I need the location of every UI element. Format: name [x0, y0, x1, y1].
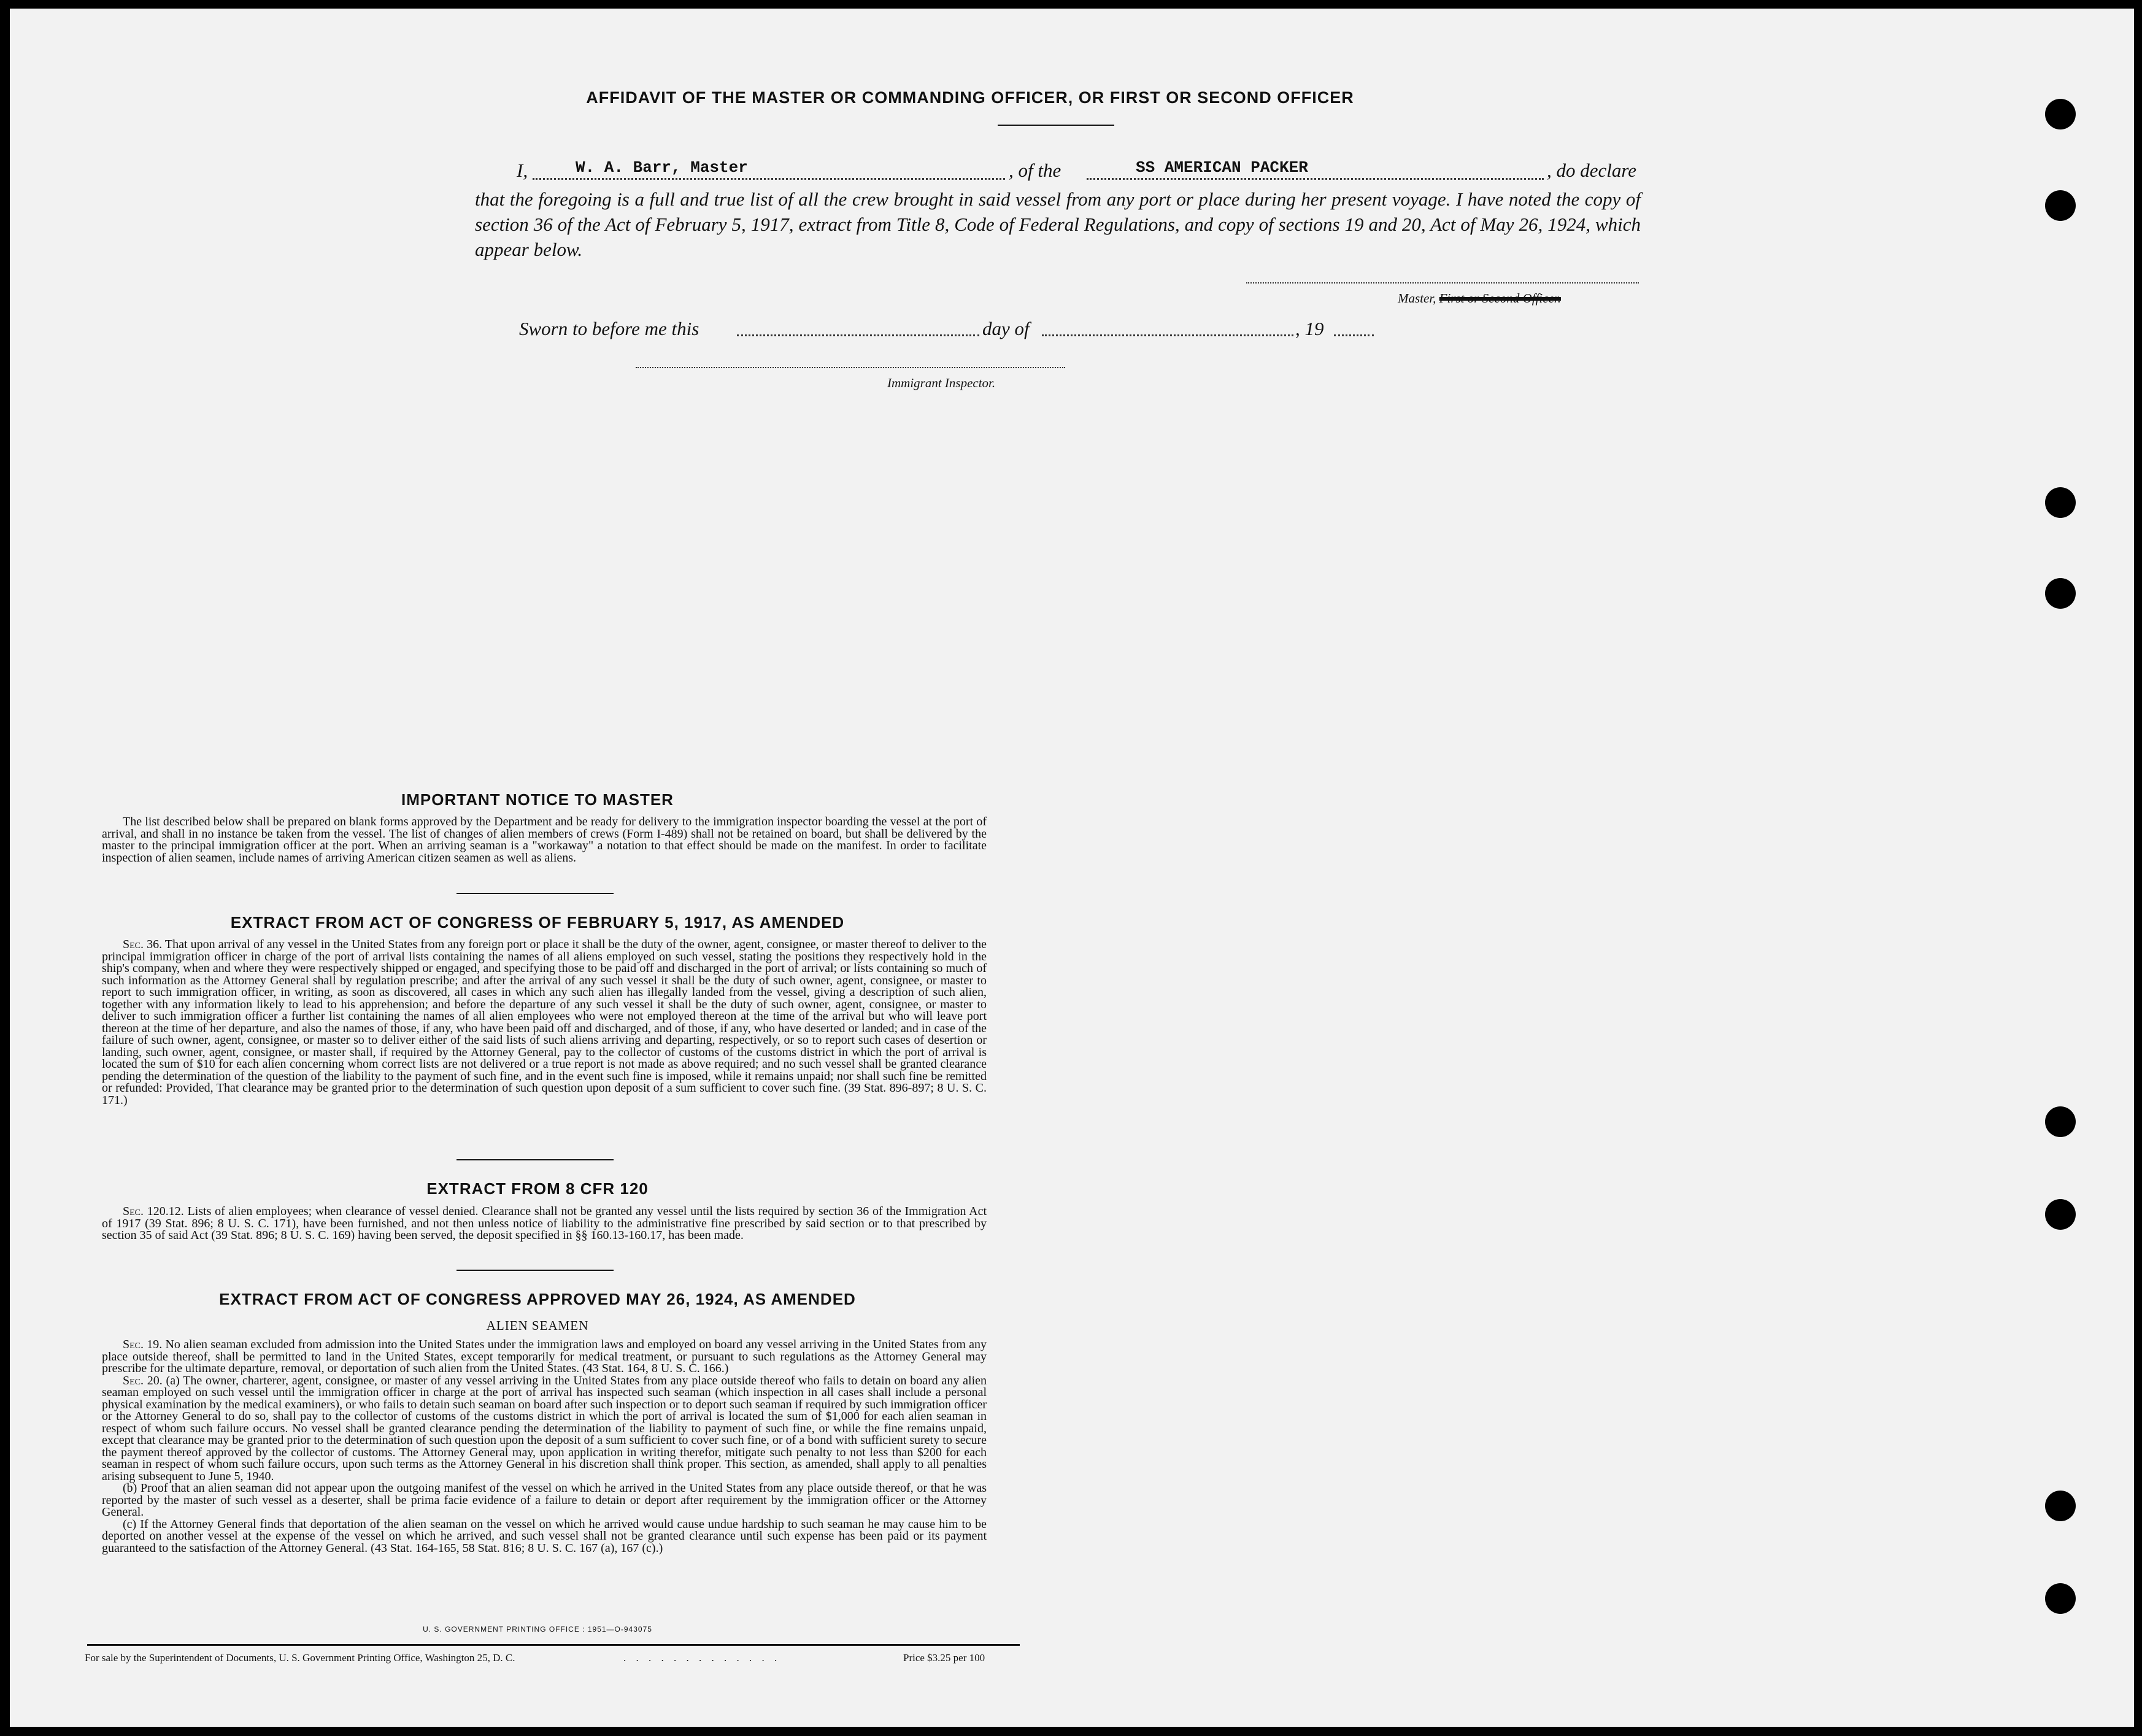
do-declare-label: , do declare [1547, 160, 1637, 181]
section-120-paragraph [102, 1206, 987, 1242]
gpo-imprint: U. S. GOVERNMENT PRINTING OFFICE : 1951—O-943075 [423, 1625, 652, 1634]
notice-body [102, 816, 987, 864]
affidavit-title: AFFIDAVIT OF THE MASTER OR COMMANDING OFFICER, OR FIRST OR SECOND OFFICER [586, 88, 1354, 107]
punch-hole [2045, 1583, 2076, 1614]
master-struck-text: First or Second Officer. [1439, 291, 1561, 306]
affidavit-body: that the foregoing is a full and true list of all the crew brought in said vessel from any port or place during her present voyage. I have noted the copy of section 36 of the Act of February 5, 1917, extract from Title 8, Code of Federal Regulations, and copy of sections 19 and 20, Act of May 26, 1924, which appear below. [475, 188, 1641, 260]
vessel-name-value: SS AMERICAN PACKER [1136, 158, 1308, 177]
extract-1917-title: EXTRACT FROM ACT OF CONGRESS OF FEBRUARY 5, 1917, AS AMENDED [230, 913, 845, 932]
alien-seamen-subtitle: ALIEN SEAMEN [486, 1318, 589, 1333]
year-label: , 19 [1295, 318, 1324, 339]
punch-hole [2045, 99, 2076, 129]
punch-hole [2045, 578, 2076, 609]
extract-1924-title: EXTRACT FROM ACT OF CONGRESS APPROVED MAY 26, 1924, AS AMENDED [219, 1290, 856, 1308]
punch-hole [2045, 1106, 2076, 1137]
extract-1924-body [102, 1339, 987, 1554]
year-line [1334, 334, 1374, 336]
divider [457, 1270, 614, 1271]
section-19-paragraph [102, 1339, 987, 1375]
extract-cfr-title: EXTRACT FROM 8 CFR 120 [426, 1179, 649, 1198]
section-19-text: No alien seaman excluded from admission into the United States under the immigration laws and employed on board any vessel arriving in the United States from any place outside thereof, shall be permitted to land in the United States, except temporarily for medical treatment, or pursuant to such regulations as the Attorney General may prescribe for the ultimate departure, removal, or deportation of such alien from the United States. (43 Stat. 164, 8 U. S. C. 166.) [102, 1338, 987, 1375]
notice-title: IMPORTANT NOTICE TO MASTER [401, 790, 674, 809]
vessel-underline [1087, 178, 1544, 180]
day-of-label: day of [982, 318, 1030, 339]
divider [457, 893, 614, 894]
notice-paragraph: The list described below shall be prepared on blank forms approved by the Department and be ready for delivery to the immigration inspector boarding the vessel at the port of arrival, and shall in no instance be taken from the vessel. The list of changes of alien members of crews (Form I-489) shall not be retained on board, but shall be delivered by the master to the principal immigration officer at the port. When an arriving seaman is a "workaway" a notation to that effect should be made on the manifest. In order to facilitate inspection of alien seamen, include names of arriving American citizen seamen as well as aliens. [102, 815, 987, 865]
master-signature-line [1246, 282, 1639, 284]
sworn-day-line [737, 334, 979, 336]
section-36-label: Sec. 36. [123, 938, 163, 951]
sale-notice: For sale by the Superintendent of Documents, U. S. Government Printing Office, Washington 25, D. C. [85, 1652, 515, 1664]
section-20c-paragraph: (c) If the Attorney General finds that deportation of the alien seaman on the vessel on which he arrived would cause undue hardship to such seaman he may cause him to be deported on another vessel at the expense of the vessel on which he arrived, and such vessel shall not be granted clearance until such expense has been paid or its payment guaranteed to the satisfaction of the Attorney General. (43 Stat. 164-165, 58 Stat. 816; 8 U. S. C. 167 (a), 167 (c).) [102, 1517, 987, 1555]
master-label-text: Master, [1398, 291, 1436, 306]
section-20-label: Sec. 20. [123, 1373, 163, 1387]
of-the-label: , of the [1009, 160, 1061, 181]
punch-hole [2045, 1199, 2076, 1230]
inspector-label: Immigrant Inspector. [887, 376, 996, 390]
name-underline [533, 178, 1005, 180]
master-label [1398, 291, 1561, 306]
master-name-value: W. A. Barr, Master [576, 158, 748, 177]
section-19-label: Sec. 19. [123, 1338, 163, 1351]
affidavit-i-label: I, [517, 160, 528, 181]
punch-hole [2045, 1491, 2076, 1521]
sworn-label: Sworn to before me this [519, 318, 699, 339]
section-36-text: That upon arrival of any vessel in the United States from any foreign port or place it shall be the duty of the owner, agent, consignee, or master thereof to deliver to the principal immigration officer in charge of the port of arrival lists containing the names of all aliens employed on such vessel, stating the positions they respectively hold in the ship's company, when and where they were respectively shipped or engaged, and specifying those to be paid off and discharged in the port of arrival; or lists containing so much of such information as the Attorney General shall by regulation prescribe; and after the arrival of any such vessel it shall be the duty of such owner, agent, consignee, or master to report to such immigration officer, in writing, as soon as discovered, all cases in which any such alien has illegally landed from the vessel, giving a description of such alien, together with any information likely to lead to his apprehension; and before the departure of any such vessel it shall be the duty of such owner, agent, consignee, or master to deliver to such immigration officer a further list containing the names of all alien employees who were not employed thereon at the time of the arrival but who will leave port thereon at the time of her departure, and also the names of those, if any, who have been paid off and discharged, and of those, if any, who have deserted or landed; and in case of the failure of such owner, agent, consignee, or master so to deliver either of the said lists of such aliens arriving and departing, respectively, or so to report such cases of desertion or landing, such owner, agent, consignee, or master shall, if required by the Attorney General, pay to the collector of customs of the customs district in which the port of arrival is located the sum of $10 for each alien concerning whom correct lists are not delivered or a true report is not made as above required; and no such vessel shall be granted clearance pending the determination of the question of the liability to the payment of such fine, and in the event such fine is imposed, while it remains unpaid; nor shall such fine be remitted or refunded: Provided, That clearance may be granted prior to the determination of such question upon deposit of a sum sufficient to cover such fine. (39 Stat. 896-897; 8 U. S. C. 171.) [102, 938, 987, 1107]
punch-hole [2045, 487, 2076, 518]
sworn-month-line [1042, 334, 1293, 336]
price-notice: Price $3.25 per 100 [903, 1652, 985, 1664]
document-page [10, 9, 2134, 1727]
section-36-paragraph [102, 939, 987, 1106]
section-20b-paragraph: (b) Proof that an alien seaman did not appear upon the outgoing manifest of the vessel on which he arrived in the United States from any place outside thereof, or that he was reported by the master of such vessel as a deserter, shall be prima facie evidence of a failure to detain or deport after requirement by the immigration officer or the Attorney General. [102, 1481, 987, 1519]
inspector-signature-line [636, 367, 1065, 368]
divider [457, 1159, 614, 1160]
section-120-label: Sec. 120.12. [123, 1205, 184, 1218]
divider [998, 125, 1114, 126]
extract-1917-body [102, 939, 987, 1106]
section-20a-paragraph [102, 1375, 987, 1483]
punch-hole [2045, 190, 2076, 221]
sale-dots: . . . . . . . . . . . . . [623, 1652, 781, 1664]
section-20a-text: (a) The owner, charterer, agent, consignee, or master of any vessel arriving in the United States from any place outside thereof who fails to detain on board any alien seaman employed on such vessel until the immigration officer in charge at the port of arrival has inspected such seaman (which inspection in all cases shall include a personal physical examination by the medical examiners), or who fails to detain such seaman on board after such inspection or to deport such seaman if required by such immigration officer or the Attorney General to do so, shall pay to the collector of customs of the customs district in which the port of arrival is located the sum of $1,000 for each alien seaman in respect of whom such failure occurs. No vessel shall be granted clearance pending the determination of the liability to payment of such fine, or while the fine remains unpaid, except that clearance may be granted prior to the determination of such question upon the deposit of a sum sufficient to cover such fine, or of a bond with sufficient surety to secure the payment thereof approved by the collector of customs. The Attorney General may, upon application in writing therefor, mitigate such penalty to not less than $200 for each seaman in respect of whom such failure occurs, upon such terms as the Attorney General in his discretion shall think proper. This section, as amended, shall apply to all penalties arising subsequent to June 5, 1940. [102, 1373, 987, 1483]
footer-rule [87, 1644, 1020, 1646]
section-120-text: Lists of alien employees; when clearance of vessel denied. Clearance shall not be granted any vessel until the lists required by section 36 of the Immigration Act of 1917 (39 Stat. 896; 8 U. S. C. 171), have been furnished, and not then unless notice of liability to the administrative fine prescribed by said section or to that prescribed by section 35 of said Act (39 Stat. 896; 8 U. S. C. 169) having been served, the deposit specified in §§ 160.13-160.17, has been made. [102, 1205, 987, 1242]
extract-cfr-body [102, 1206, 987, 1242]
